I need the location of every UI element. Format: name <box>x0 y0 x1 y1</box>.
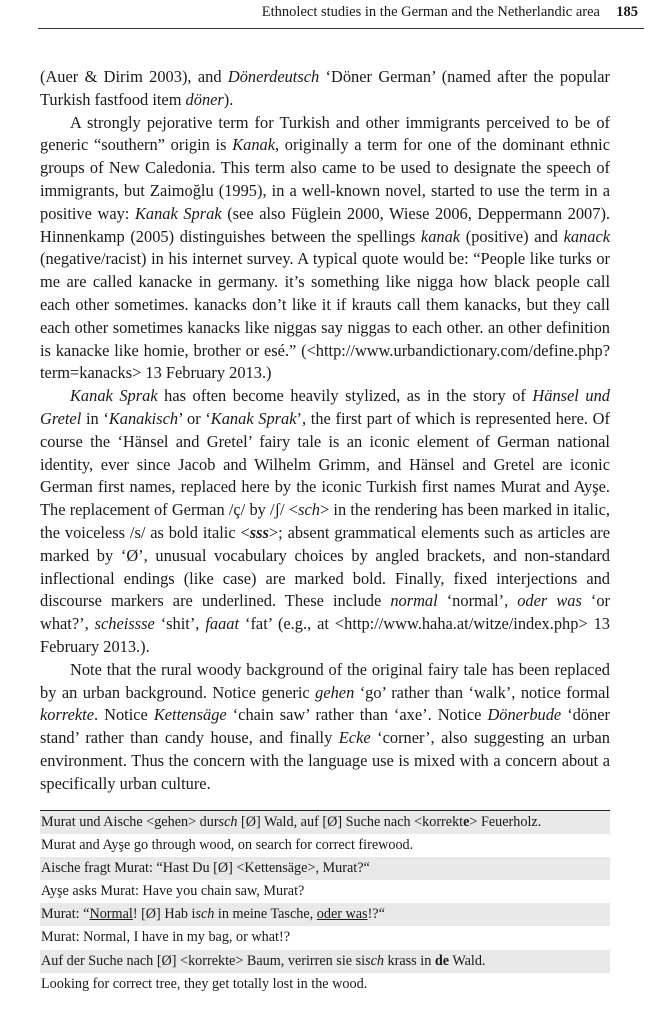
text-run: A strongly pejorative term for Turkish and other immigrants perceived to be of generic “southern” origin is <box>40 112 610 155</box>
text-run: Kanak Sprak <box>134 203 222 223</box>
example-line-original <box>40 857 610 880</box>
text-run: ). <box>223 89 234 109</box>
text-run: Murat and Ayşe go through wood, on search for correct firewood. <box>41 837 414 854</box>
text-run: Kanakisch <box>108 408 179 428</box>
text-run: kanack <box>563 226 610 246</box>
text-run: sch <box>218 814 238 830</box>
example-line-original <box>40 903 610 926</box>
text-run: kanak <box>420 226 461 246</box>
text-run: Note that the rural woody background of the original fairy tale has been replaced by an urban background. Notice generic <box>40 659 610 702</box>
text-run: scheissse <box>94 614 155 634</box>
text-run: gehen <box>315 682 355 702</box>
page-header <box>38 0 644 29</box>
text-run: (negative/racist) in his internet survey. A typical quote would be: “People like turks or me are called kanacke in germany. it’s something like nigga how black people call each other sometimes. kanacks don’t like it if krauts call them kanacks, but they call each other sometimes kanacks like niggas say niggas to each other. an other definition is kanacke like homie, brother or esé.” (<http://www.urbandictionary.com/define.php?term=kanacks> 13 February 2013.) <box>40 249 610 383</box>
text-run: sch <box>298 500 320 520</box>
text-run: krass in <box>384 952 435 969</box>
text-run: . Notice <box>94 705 154 725</box>
text-run: ‘corner’, also suggesting an urban environment. Thus the concern with the language use is mixed with a concern about a specifically urban culture. <box>40 728 610 793</box>
paragraph <box>40 66 610 112</box>
text-run: sch <box>195 906 215 923</box>
text-run: Murat: “ <box>41 906 90 923</box>
text-run: Dönerbude <box>487 705 562 725</box>
page-number: 185 <box>616 4 638 20</box>
text-run: Hänsel und Gretel <box>40 386 610 428</box>
text-run: Auf der Suche nach [Ø] <korrekte> Baum, verirren sie si <box>41 952 366 969</box>
text-run: normal <box>390 591 438 611</box>
text-run: ‘go’ rather than ‘walk’, notice formal <box>354 682 610 702</box>
text-run: !?“ <box>367 906 385 923</box>
text-run: e <box>463 814 470 830</box>
text-run: Normal <box>89 906 133 923</box>
text-run: Looking for correct tree, they get totally lost in the wood. <box>41 975 368 992</box>
text-run: >; absent grammatical elements such as articles are marked by ‘Ø’, unusual vocabulary choices by angled brackets, and non-standard inflectional endings (like case) are marked bold. Finally, fixed interjections and discourse markers are underlined. These include <box>40 522 610 611</box>
text-run: (positive) and <box>460 226 564 246</box>
text-run: ‘Döner German’ (named after the popular Turkish fastfood item <box>40 67 610 109</box>
text-run: sss <box>249 522 269 542</box>
text-run: ’, the first part of which is represented here. Of course the ‘Hänsel and Gretel’ fairy tale is an iconic element of German national identity, ever since Jacob and Wilhelm Grimm, and Hänsel and Gretel are iconic German first names, replaced here by the iconic Turkish first names Murat and Ayşe. The replacement of German /ç/ by /ʃ/ < <box>40 408 610 520</box>
text-run: sch <box>365 952 384 969</box>
paragraph <box>40 659 610 796</box>
running-title: Ethnolect studies in the German and the Netherlandic area <box>261 4 600 20</box>
example-line-original <box>40 811 610 834</box>
text-run: > in the rendering has been marked in italic, the voiceless /s/ as bold italic < <box>40 500 610 542</box>
text-run: Kettensäge <box>153 705 227 725</box>
text-run: ‘chain saw’ rather than ‘axe’. Notice <box>226 705 488 725</box>
text-run: Murat: Normal, I have in my bag, or what!? <box>41 929 290 946</box>
body-text <box>40 66 610 796</box>
text-run: ‘döner stand’ rather than candy house, and finally <box>40 705 610 748</box>
paragraph <box>40 385 610 659</box>
text-run: in ‘ <box>81 408 109 428</box>
text-run: (see also Füglein 2000, Wiese 2006, Deppermann 2007). Hinnenkamp (2005) distinguishes between the spellings <box>40 203 610 246</box>
text-run: ‘shit’, <box>154 614 206 634</box>
text-run: Ayşe asks Murat: Have you chain saw, Murat? <box>41 883 305 900</box>
text-run: faaat <box>205 614 240 634</box>
text-run: ‘or what?’, <box>40 591 611 634</box>
text-run: Ecke <box>338 728 371 748</box>
text-run: Aische fragt Murat: “Hast Du [Ø] <Kettensäge>, Murat?“ <box>41 860 370 877</box>
text-run: , originally a term for one of the dominant ethnic groups of New Caledonia. This term also came to be used to designate the speech of immigrants, but Zaimoğlu (1995), in a well-known novel, started to use the term in a positive way: <box>40 135 610 223</box>
text-run: Kanak Sprak <box>210 408 297 428</box>
text-run: ! [Ø] Hab i <box>132 906 196 923</box>
text-run: korrekte <box>40 705 94 725</box>
example-glossed-text <box>40 810 610 996</box>
text-run: (Auer & Dirim 2003), and <box>40 67 228 86</box>
text-run: ‘fat’ (e.g., at <http://www.haha.at/witze/index.php> 13 February 2013.). <box>40 614 610 656</box>
text-run: oder was <box>316 906 368 923</box>
text-run: Dönerdeutsch <box>227 67 320 86</box>
paragraph <box>40 112 610 386</box>
example-line-gloss <box>40 834 610 857</box>
text-run: > Feuerholz. <box>469 814 542 830</box>
example-line-gloss <box>40 880 610 903</box>
example-line-gloss <box>40 926 610 949</box>
text-run: has often become heavily stylized, as in the story of <box>157 386 533 406</box>
text-run: döner <box>185 89 224 109</box>
text-run: Kanak <box>232 135 275 155</box>
text-run: oder was <box>517 591 582 611</box>
text-run: [Ø] Wald, auf [Ø] Suche nach <korrekt <box>237 814 464 830</box>
example-line-original <box>40 950 610 973</box>
text-run: Wald. <box>449 952 486 969</box>
text-run: Kanak Sprak <box>70 386 158 406</box>
example-line-gloss <box>40 973 610 996</box>
text-run: de <box>434 952 450 969</box>
text-run: Murat und Aische <gehen> dur <box>41 814 219 830</box>
text-run: ’ or ‘ <box>178 408 211 428</box>
text-run: in meine Tasche, <box>214 906 317 923</box>
text-run: ‘normal’, <box>437 591 518 611</box>
